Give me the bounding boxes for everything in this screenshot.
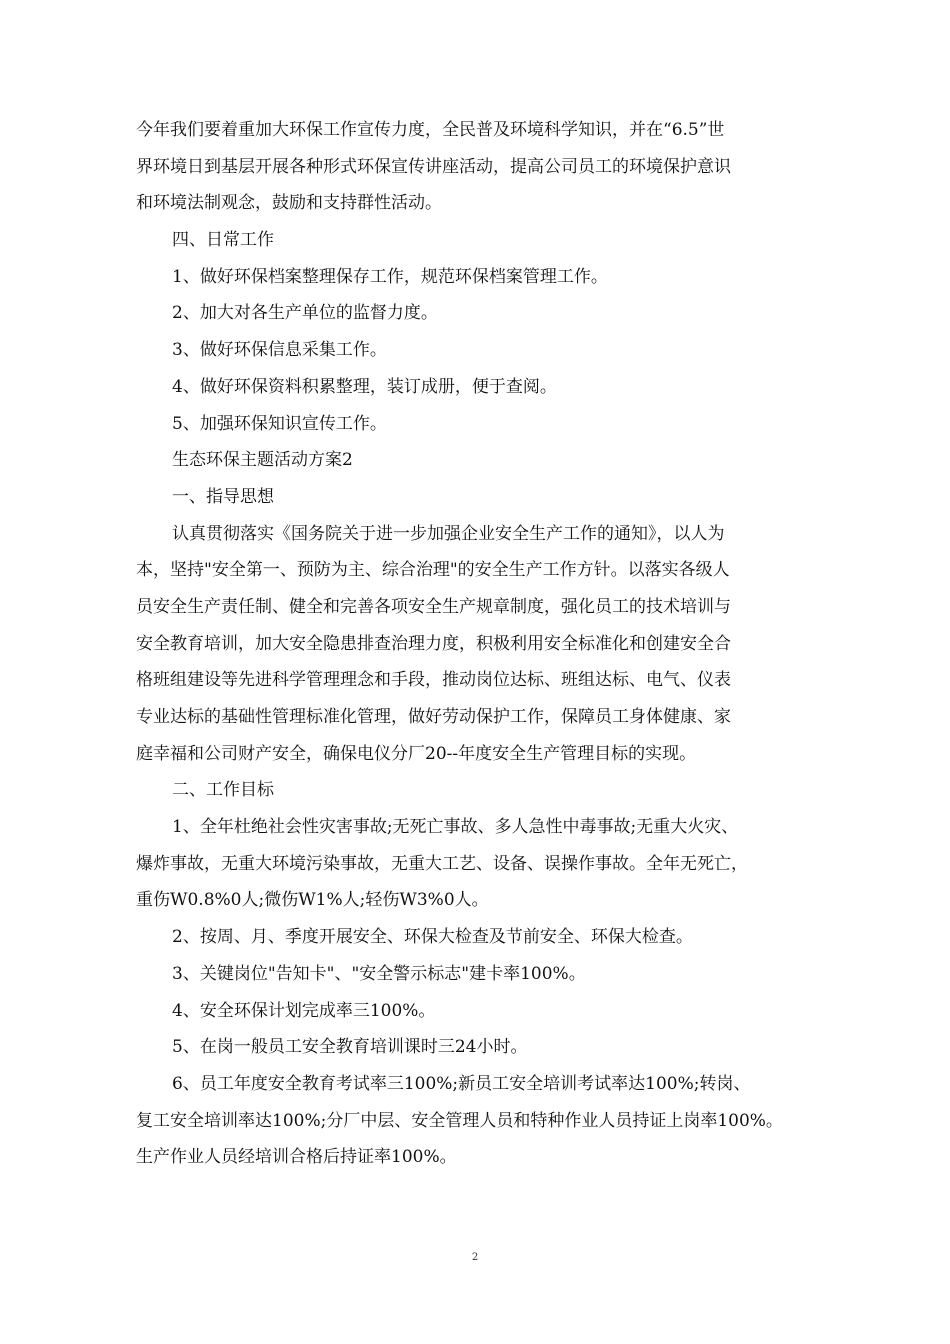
paragraph-line: 和环境法制观念，鼓励和支持群性活动。 [136,193,442,214]
list-item: 2、按周、月、季度开展安全、环保大检查及节前安全、环保大检查。 [172,927,693,948]
body-text [136,112,836,1176]
plan-title: 生态环保主题活动方案2 [172,450,353,471]
paragraph-line: 员安全生产责任制、健全和完善各项安全生产规章制度，强化员工的技术培训与 [136,596,731,617]
list-item: 6、员工年度安全教育考试率三100%;新员工安全培训考试率达100%;转岗、 [172,1073,751,1094]
paragraph-line: 认真贯彻落实《国务院关于进一步加强企业安全生产工作的通知》，以人为 [172,523,725,544]
paragraph-line: 格班组建设等先进科学管理理念和手段，推动岗位达标、班组达标、电气、仪表 [136,670,731,691]
paragraph-line: 界环境日到基层开展各种形式环保宣传讲座活动，提高公司员工的环境保护意识 [136,156,731,177]
list-item: 4、安全环保计划完成率三100%。 [172,1000,436,1021]
paragraph-line: 复工安全培训率达100%;分厂中层、安全管理人员和特种作业人员持证上岗率100%。 [136,1110,783,1131]
page-number: 2 [471,1252,479,1263]
list-item: 3、做好环保信息采集工作。 [172,340,387,361]
paragraph-line: 爆炸事故，无重大环境污染事故，无重大工艺、设备、误操作事故。全年无死亡， [136,853,748,874]
paragraph-line: 重伤W0.8%0人;微伤W1%人;轻伤W3%0人。 [136,890,489,911]
section-heading: 一、指导思想 [172,486,274,507]
list-item: 5、加强环保知识宣传工作。 [172,413,387,434]
list-item: 2、加大对各生产单位的监督力度。 [172,303,438,324]
list-item: 4、做好环保资料积累整理，装订成册，便于查阅。 [172,376,557,397]
list-item: 1、做好环保档案整理保存工作，规范环保档案管理工作。 [172,266,608,287]
list-item: 1、全年杜绝社会性灾害事故;无死亡事故、多人急性中毒事故;无重大火灾、 [172,817,739,838]
list-item: 5、在岗一般员工安全教育培训课时三24小时。 [172,1037,528,1058]
paragraph-line: 今年我们要着重加大环保工作宣传力度，全民普及环境科学知识，并在“6.5”世 [136,120,725,140]
paragraph-line: 庭幸福和公司财产安全，确保电仪分厂20--年度安全生产管理目标的实现。 [136,743,697,764]
paragraph-line: 专业达标的基础性管理标准化管理，做好劳动保护工作，保障员工身体健康、家 [136,707,731,727]
paragraph-line: 生产作业人员经培训合格后持证率100%。 [136,1147,457,1168]
list-item: 3、关键岗位"告知卡"、"安全警示标志"建卡率100%。 [172,963,586,984]
section-heading: 二、工作目标 [172,780,274,801]
paragraph-line: 本，坚持"安全第一、预防为主、综合治理"的安全生产工作方针。以落实各级人 [136,560,730,581]
section-heading: 四、日常工作 [172,230,274,251]
paragraph-line: 安全教育培训，加大安全隐患排查治理力度，积极利用安全标准化和创建安全合 [136,633,731,654]
